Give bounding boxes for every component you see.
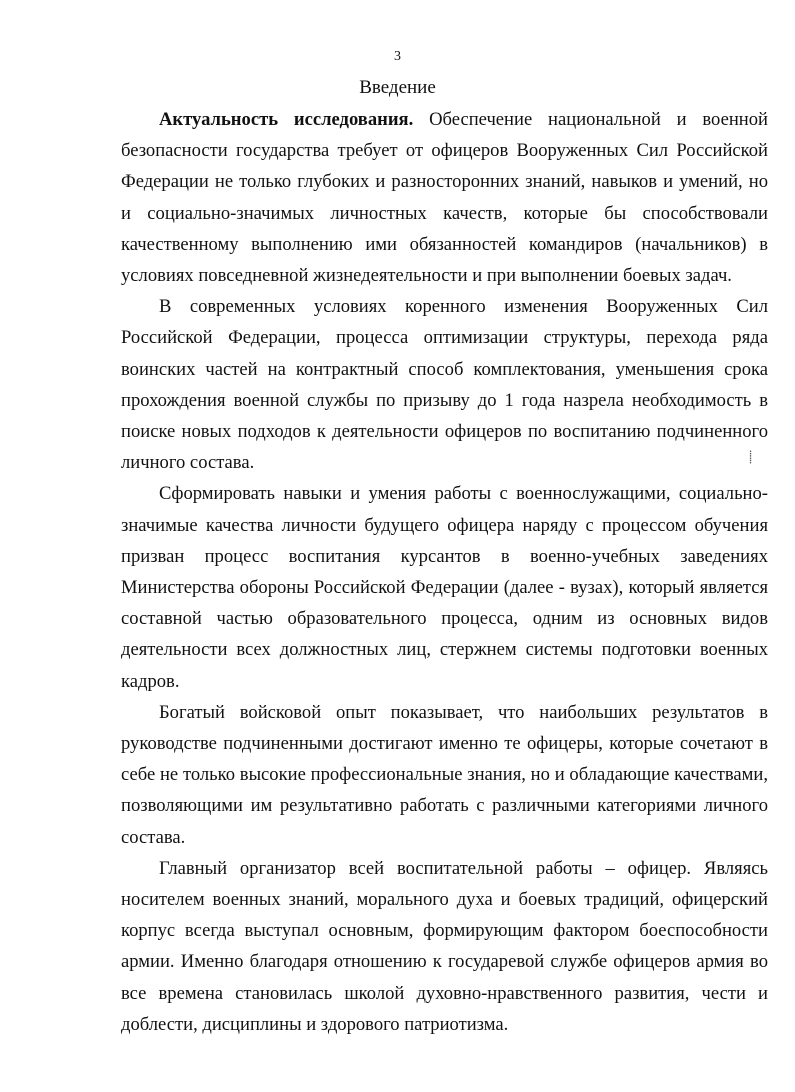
section-heading: Введение bbox=[359, 77, 436, 98]
scan-mark: ⸽ bbox=[749, 450, 753, 464]
paragraph-cadet-education: Сформировать навыки и умения работы с военнослужащими, социально-значимые качества личности будущего офицера наряду с процессом обучения призван процесс воспитания курсантов в военно-учебных заведениях Министерства обороны Российской Федерации (далее - вузах), который является составной частью образовательного процесса, одним из основных видов деятельности всех должностных лиц, стержнем системы подготовки военных кадров. bbox=[121, 483, 768, 692]
paragraph-lead: Актуальность исследования. bbox=[159, 109, 414, 130]
paragraph-modern-conditions: В современных условиях коренного изменения Вооруженных Сил Российской Федерации, процесса оптимизации структуры, перехода ряда воинских частей на контрактный способ комплектования, уменьшения срока прохождения военной службы по призыву до 1 года назрела необходимость в поиске новых подходов к деятельности офицеров по воспитанию подчиненного личного состава. bbox=[121, 296, 768, 474]
body-text bbox=[121, 104, 768, 1040]
paragraph-relevance bbox=[121, 104, 768, 291]
page-number: 3 bbox=[394, 49, 401, 64]
paragraph-military-experience: Богатый войсковой опыт показывает, что наибольших результатов в руководстве подчиненными достигают именно те офицеры, которые сочетают в себе не только высокие профессиональные знания, но и обладающие качествами, позволяющими им результативно работать с различными категориями личного состава. bbox=[121, 701, 768, 848]
paragraph-officer-organizer: Главный организатор всей воспитательной работы – офицер. Являясь носителем военных знаний, морального духа и боевых традиций, офицерский корпус всегда выступал основным, формирующим фактором боеспособности армии. Именно благодаря отношению к государевой службе офицеров армия во все времена становилась школой духовно-нравственного развития, чести и доблести, дисциплины и здорового патриотизма. bbox=[121, 857, 768, 1035]
paragraph-text: Обеспечение национальной и военной безопасности государства требует от офицеров Вооруженных Сил Российской Федерации не только глубоких и разносторонних знаний, навыков и умений, но и социально-значимых личностных качеств, которые бы способствовали качественному выполнению ими обязанностей командиров (начальников) в условиях повседневной жизнедеятельности и при выполнении боевых задач. bbox=[121, 109, 768, 287]
